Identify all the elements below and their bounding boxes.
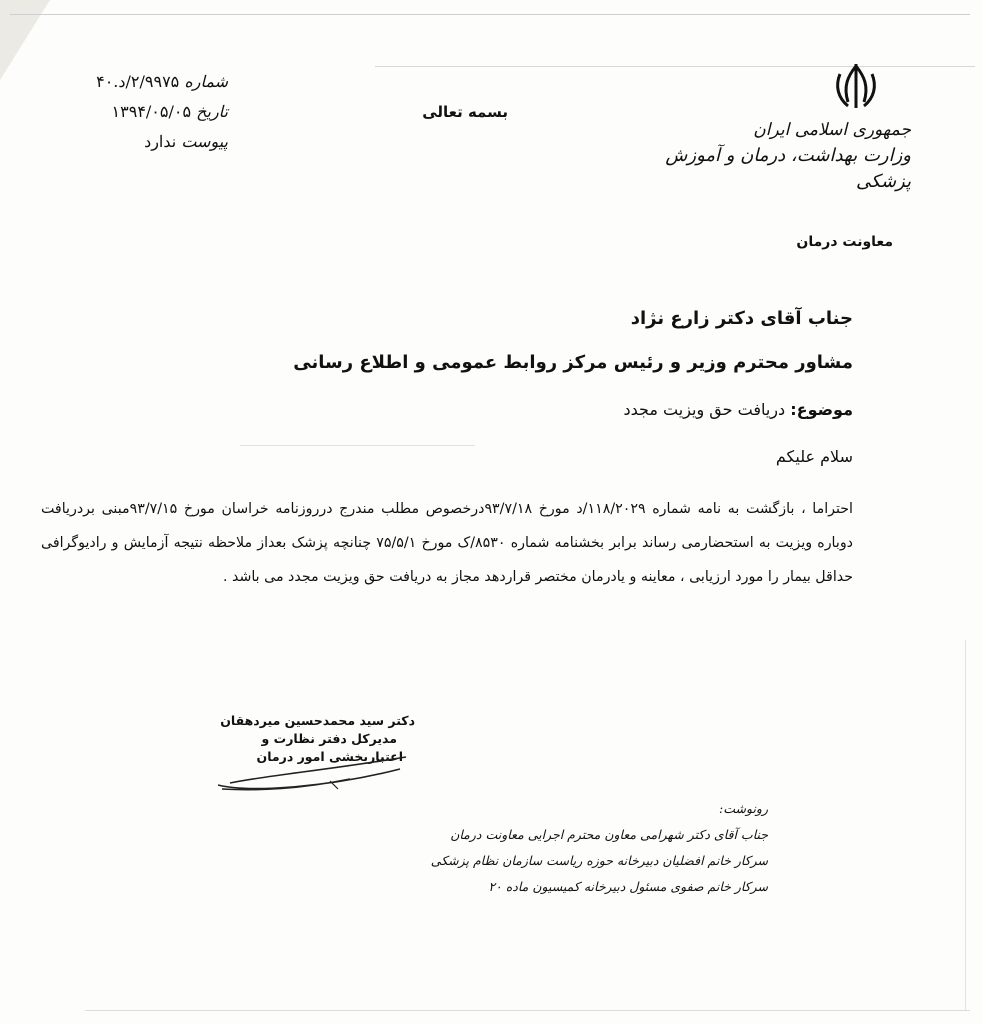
addressee-title: مشاور محترم وزیر و رئیس مرکز روابط عمومی و اطلاع رسانی — [293, 352, 853, 373]
letter-body: احتراما ، بازگشت به نامه شماره ۱۱۸/۲۰۲۹/د مورخ ۹۳/۷/۱۸درخصوص مطلب مندرج درروزنامه خراسان مورخ ۹۳/۷/۱۵مبنی بردریافت دوباره ویزیت به استحضارمی رساند برابر بخشنامه شماره ۸۵۳۰/ک مورخ ۷۵/۵/۱ چنانچه پزشک بعداز ملاحظه نتیجه آزمایش و رادیوگرافی حداقل بیمار را مورد ارزیابی ، معاینه و یادرمان مختصر قراردهد مجاز به دریافت حق ویزیت مجدد می باشد . — [41, 501, 853, 585]
cc-item: جناب آقای دکتر شهرامی معاون محترم اجرایی معاونت درمان — [450, 827, 768, 842]
addressee-name: جناب آقای دکتر زارع نژاد — [630, 308, 853, 329]
cc-item: سرکار خانم صفوی مسئول دبیرخانه کمیسیون ماده ۲۰ — [488, 879, 768, 894]
attachment-label: پیوست — [181, 132, 228, 151]
number-value: ۲/۹۹۷۵/د.۴۰ — [96, 72, 180, 91]
handwritten-signature-icon — [210, 745, 420, 795]
signer-name: دکتر سید محمدحسین میردهقان — [220, 713, 415, 728]
letter-date — [28, 102, 228, 121]
date-label: تاریخ — [196, 102, 228, 121]
deputy-name: معاونت درمان — [796, 234, 893, 250]
subject-text: دریافت حق ویزیت مجدد — [623, 400, 791, 419]
letter-subject — [293, 400, 853, 419]
signer-title-line2: اعتباربخشی امور درمان — [256, 749, 403, 764]
cc-label: رونوشت: — [719, 801, 768, 816]
scan-top-edge — [10, 14, 970, 15]
scan-corner-fold — [0, 0, 50, 80]
cc-block — [338, 796, 768, 900]
iran-emblem-icon — [834, 62, 878, 112]
ministry-heading — [651, 118, 911, 195]
greeting: سلام علیکم — [775, 447, 853, 466]
scan-line — [375, 66, 975, 67]
number-label: شماره — [184, 72, 228, 91]
basmala-heading: بسمه تعالی — [422, 103, 508, 121]
republic-name: جمهوری اسلامی ایران — [753, 120, 911, 140]
cc-item: سرکار خانم افضلیان دبیرخانه حوزه ریاست سازمان نظام پزشکی — [430, 853, 768, 868]
letter-attachment — [28, 132, 228, 151]
date-value: ۱۳۹۴/۰۵/۰۵ — [111, 102, 192, 121]
letter-number — [28, 72, 228, 91]
scan-faint-line — [240, 445, 475, 446]
ministry-name: وزارت بهداشت، درمان و آموزش پزشکی — [665, 144, 911, 192]
signer-title-line1: مدیرکل دفتر نظارت و — [261, 731, 397, 746]
scan-right-edge — [965, 640, 966, 1010]
subject-label: موضوع: — [790, 400, 853, 419]
attachment-value: ندارد — [144, 132, 177, 151]
scan-bottom-edge — [85, 1010, 970, 1011]
